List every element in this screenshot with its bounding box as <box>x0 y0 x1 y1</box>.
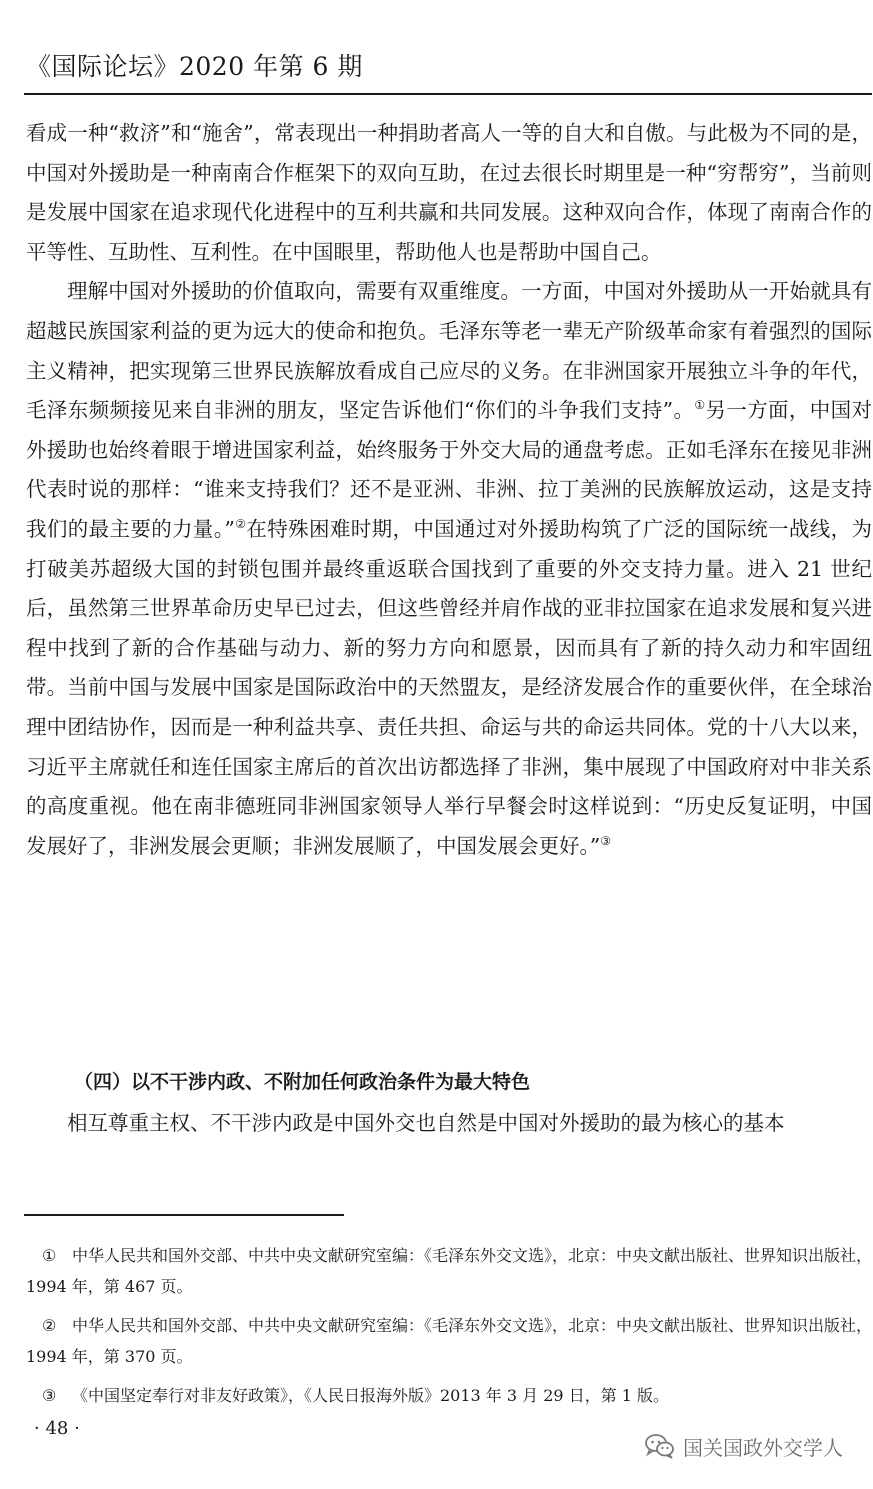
paragraph-text-part: 另一方面，中国对外援助也始终着眼于增进国家利益，始终服务于外交大局的通盘考虑。正如毛泽东在接见非洲代表时说的那样：“谁来支持我们？还不是亚洲、非洲、拉丁美洲的民族解放运动，这是支持我们的最主要的力量。” <box>26 398 872 541</box>
paragraph-text-part: 在特殊困难时期，中国通过对外援助构筑了广泛的国际统一战线，为打破美苏超级大国的封锁包围并最终重返联合国找到了重要的外交支持力量。进入 21 世纪后，虽然第三世界革命历史早已过去，但这些曾经并肩作战的亚非拉国家在追求发展和复兴进程中找到了新的合作基础与动力、新的努力方向和愿景，因而具有了新的持久动力和牢固纽带。当前中国与发展中国家是国际政治中的天然盟友，是经济发展合作的重要伙伴，在全球治理中团结协作，因而是一种利益共享、责任共担、命运与共的命运共同体。党的十八大以来，习近平主席就任和连任国家主席后的首次出访都选择了非洲，集中展现了中国政府对中非关系的高度重视。他在南非德班同非洲国家领导人举行早餐会时这样说到：“历史反复证明，中国发展好了，非洲发展会更顺；非洲发展顺了，中国发展会更好。” <box>26 516 872 858</box>
footnote-text: 中华人民共和国外交部、中共中央文献研究室编：《毛泽东外交文选》，北京：中央文献出版社、世界知识出版社，1994 年，第 370 页。 <box>26 1316 873 1366</box>
wechat-icon <box>645 1433 675 1459</box>
body-text <box>26 114 872 866</box>
footnote-1 <box>26 1240 872 1302</box>
footnote-marker: ③ <box>42 1386 57 1405</box>
footnote-rule <box>24 1214 344 1216</box>
footnote-text: 《中国坚定奉行对非友好政策》，《人民日报海外版》2013 年 3 月 29 日，第 1 版。 <box>72 1386 670 1405</box>
footnote-ref-2[interactable]: ② <box>234 516 247 531</box>
paragraph-continued: 看成一种“救济”和“施舍”，常表现出一种捐助者高人一等的自大和自傲。与此极为不同的是，中国对外援助是一种南南合作框架下的双向互助，在过去很长时期里是一种“穷帮穷”，当前则是发展中国家在追求现代化进程中的互利共赢和共同发展。这种双向合作，体现了南南合作的平等性、互助性、互利性。在中国眼里，帮助他人也是帮助中国自己。 <box>26 121 872 264</box>
footnote-text: 中华人民共和国外交部、中共中央文献研究室编：《毛泽东外交文选》，北京：中央文献出版社、世界知识出版社，1994 年，第 467 页。 <box>26 1246 873 1296</box>
paragraph-after-heading: 相互尊重主权、不干涉内政是中国外交也自然是中国对外援助的最为核心的基本 <box>67 1111 785 1135</box>
footnotes <box>26 1240 872 1419</box>
watermark-text: 国关国政外交学人 <box>683 1435 843 1460</box>
paragraph-value-orientation <box>26 272 872 866</box>
section-heading: （四）以不干涉内政、不附加任何政治条件为最大特色 <box>74 1071 531 1093</box>
footnote-2 <box>26 1310 872 1372</box>
paragraph-text-part: 理解中国对外援助的价值取向，需要有双重维度。一方面，中国对外援助从一开始就具有超越民族国家利益的更为远大的使命和抱负。毛泽东等老一辈无产阶级革命家有着强烈的国际主义精神，把实现第三世界民族解放看成自己应尽的义务。在非洲国家开展独立斗争的年代，毛泽东频频接见来自非洲的朋友，坚定告诉他们“你们的斗争我们支持”。 <box>26 279 872 423</box>
journal-header-title: 《国际论坛》2020 年第 6 期 <box>26 52 363 81</box>
watermark <box>645 1432 843 1460</box>
footnote-marker: ② <box>42 1316 57 1335</box>
page-number: · 48 · <box>34 1418 80 1439</box>
footnote-ref-1[interactable]: ① <box>694 398 706 413</box>
footnote-ref-3[interactable]: ③ <box>600 833 611 848</box>
footnote-marker: ① <box>42 1246 57 1265</box>
header-rule <box>24 93 872 95</box>
footnote-3 <box>26 1380 872 1411</box>
